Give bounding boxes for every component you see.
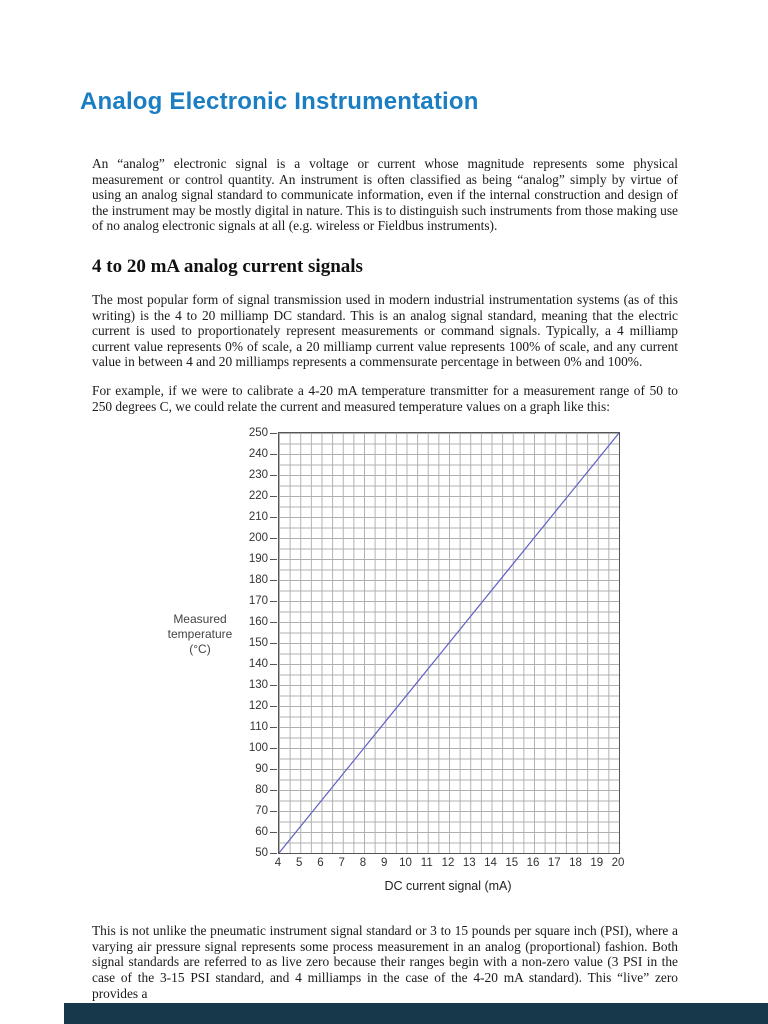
y-axis-label-line: (°C) <box>189 641 211 656</box>
y-tick-label: 90 <box>255 763 268 776</box>
x-tick-label: 11 <box>420 857 433 870</box>
y-axis-label <box>164 612 236 657</box>
x-tick-label: 18 <box>569 857 582 870</box>
y-tick-label: 100 <box>248 742 268 755</box>
y-tick-label: 210 <box>248 511 268 524</box>
x-axis-label: DC current signal (mA) <box>384 879 512 894</box>
document-content <box>80 88 678 1014</box>
x-tick-label: 13 <box>462 857 476 870</box>
paragraph-standard: The most popular form of signal transmission used in modern industrial instrumentation systems (as of this writing) is the 4 to 20 milliamp DC standard. This is an analog signal standard, meaning that the electric current is used to proportionately represent measurements or command signals. Typically, a 4 milliamp current value represents 0% of scale, a 20 milliamp current value represents 100% of scale, and any current value in between 4 and 20 milliamps represents a commensurate percentage in between 0% and 100%. <box>92 291 678 370</box>
y-tick-label: 240 <box>248 448 268 461</box>
chart-row <box>164 427 634 860</box>
x-tick-label: 20 <box>611 857 625 870</box>
y-tick-label: 60 <box>255 826 268 839</box>
y-axis-label-line: temperature <box>167 626 233 641</box>
y-tick-label: 70 <box>255 805 268 818</box>
plot-area <box>278 432 620 854</box>
y-tick-label: 190 <box>248 553 268 566</box>
x-tick-label: 15 <box>505 857 519 870</box>
page-title: Analog Electronic Instrumentation <box>80 88 479 115</box>
data-line <box>279 433 619 853</box>
y-tick-label: 180 <box>248 574 268 587</box>
y-tick-label: 140 <box>248 658 268 671</box>
y-tick-label: 50 <box>255 847 268 860</box>
y-tick-label: 160 <box>248 616 268 629</box>
x-tick-label: 17 <box>547 857 561 870</box>
y-tick-label: 230 <box>248 469 268 482</box>
x-tick-label: 16 <box>526 857 540 870</box>
x-tick-label: 8 <box>359 857 367 870</box>
y-tick-label: 80 <box>255 784 268 797</box>
y-tick-label: 200 <box>248 532 268 545</box>
paragraph-intro: An “analog” electronic signal is a voltage or current whose magnitude represents some physical measurement or control quantity. An instrument is often classified as being “analog” simply by virtue of using an analog signal standard to communicate information, even if the internal construction and design of the instrument may be mostly digital in nature. This is to distinguish such instruments from those making use of no analog electronic signals at all (e.g. wireless or Fieldbus instruments). <box>92 156 678 234</box>
y-tick-label: 110 <box>249 721 268 734</box>
paragraph-live-zero: This is not unlike the pneumatic instrument signal standard or 3 to 15 pounds per square inch (PSI), where a varying air pressure signal represents some process measurement in an analog (proportional) fashion. Both signal standards are referred to as live zero because their ranges begin with a non-zero value (3 PSI in the case of the 3-15 PSI standard, and 4 milliamps in the case of the 4-20 mA standard). This “live” zero provides a <box>92 923 678 1001</box>
x-tick-label: 12 <box>441 857 455 870</box>
paragraph-example: For example, if we were to calibrate a 4-20 mA temperature transmitter for a measurement range of 50 to 250 degrees C, we could relate the current and measured temperature values on a graph like this: <box>92 382 678 414</box>
y-axis-label-line: Measured <box>173 611 227 626</box>
chart-canvas <box>279 433 619 853</box>
y-tick-label: 150 <box>248 637 268 650</box>
y-tick-label: 170 <box>248 595 268 608</box>
footer-bar <box>64 1003 768 1024</box>
x-tick-label: 4 <box>274 857 282 870</box>
x-tick-label: 10 <box>399 857 412 870</box>
y-tick-labels <box>236 427 268 860</box>
x-tick-label: 6 <box>317 857 324 870</box>
y-tick-label: 220 <box>248 490 268 503</box>
y-tick-label: 120 <box>248 700 268 713</box>
x-tick-label: 14 <box>484 857 497 870</box>
y-tick-label: 250 <box>248 427 268 440</box>
temperature-current-chart <box>164 427 634 894</box>
section-heading: 4 to 20 mA analog current signals <box>92 255 363 277</box>
x-tick-labels <box>274 857 625 873</box>
x-tick-label: 5 <box>296 857 303 870</box>
x-tick-label: 7 <box>338 857 345 870</box>
x-tick-label: 9 <box>381 857 388 870</box>
x-tick-label: 19 <box>590 857 604 870</box>
y-tick-label: 130 <box>248 679 268 692</box>
